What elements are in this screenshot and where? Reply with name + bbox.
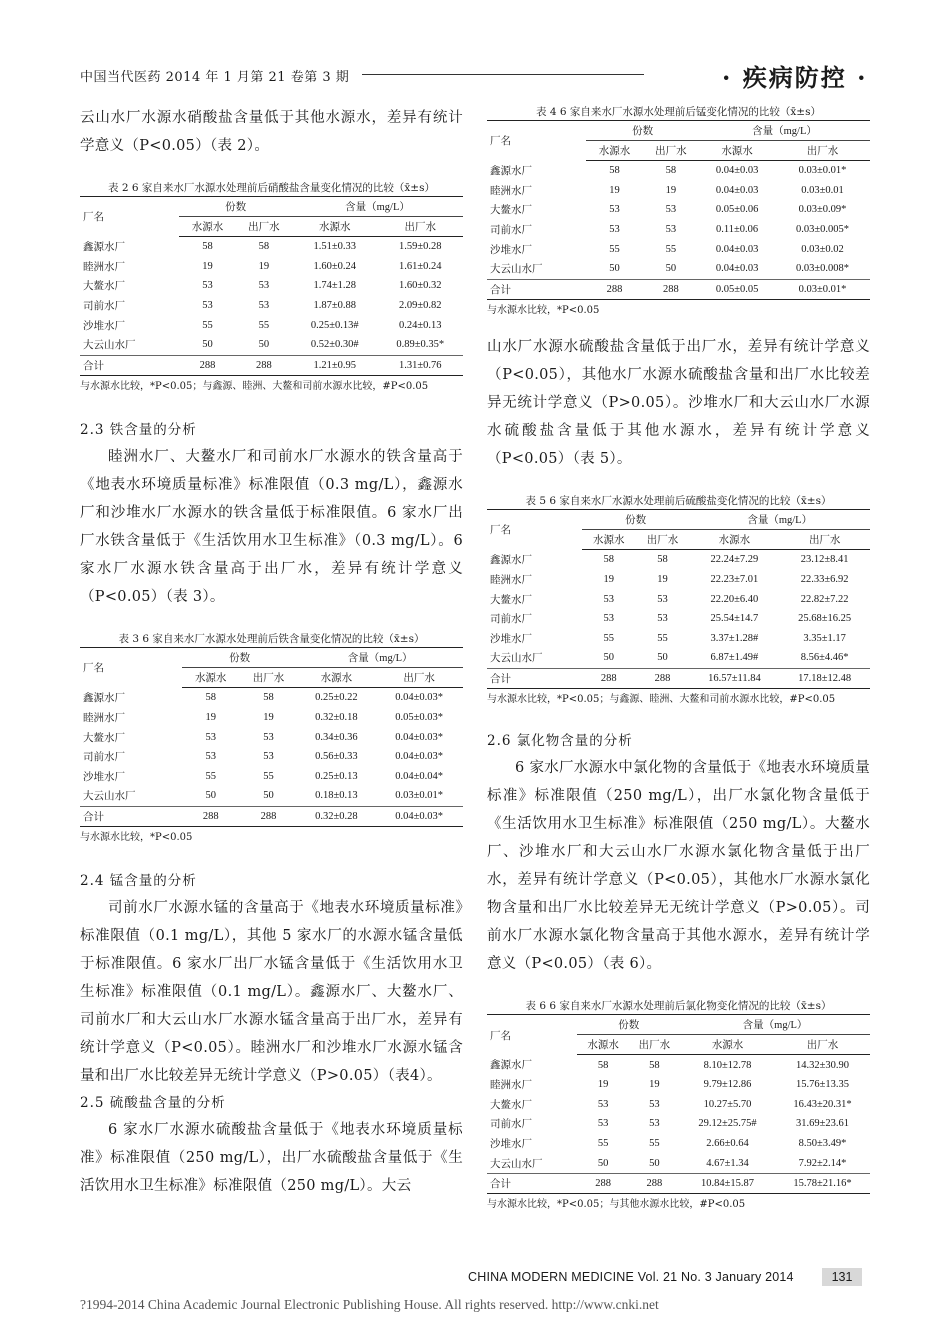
data-table [487, 120, 870, 300]
paragraph-2-6: 6 家水厂水源水中氯化物的含量低于《地表水环境质量标准》标准限值（250 mg/L），出厂水氯化物含量低于《生活饮用水卫生标准》标准限值（250 mg/L）。大鳌水厂、沙堆水厂和大云山水厂水源水氯化物含量低于出厂水，差异有统计学意义（P<0.05），其他水厂水源水氯化物含量和出厂水比较差异无无统计学意义（P>0.05）。司前水厂水源水氯化物含量高于其他水源水，差异有统计学意义（P<0.05）（表 6）。 [487, 760, 870, 973]
table-row [487, 589, 870, 609]
table-row [80, 276, 463, 296]
table-cell: 288 [182, 806, 240, 827]
data-table [487, 509, 870, 689]
col-header-portions: 份数 [586, 121, 699, 141]
col-header-output: 出厂水 [775, 1035, 870, 1055]
table-cell: 288 [582, 668, 636, 689]
table-row [80, 688, 463, 708]
table-cell: 0.25±0.13# [310, 319, 359, 331]
table-cell: 0.32±0.28 [297, 806, 375, 827]
table-cell: 53 [649, 1098, 660, 1110]
table-cell: 0.32±0.18 [315, 712, 358, 724]
heading-2-3: 2.3 铁含量的分析 [80, 422, 197, 439]
table-row [487, 161, 870, 181]
table-cell: 19 [258, 260, 270, 272]
table-cell: 0.18±0.13 [315, 790, 358, 802]
table-row [487, 1134, 870, 1154]
paragraph-2-3: 睦洲水厂、大鳌水厂和司前水厂水源水的铁含量高于《地表水环境质量标准》标准限值（0.3 mg/L），鑫源水厂和沙堆水厂水源水的铁含量低于标准限值。6 家水厂出厂水铁含量低于《生活饮用水卫生标准》（0.3 mg/L）。6 家水厂水源水铁含量高于出厂水，差异有统计学意义（P<0.05）（表 3）。 [80, 449, 463, 606]
table-cell: 288 [236, 355, 292, 376]
table-row [80, 806, 463, 827]
table-row [487, 1173, 870, 1194]
table-cell: 53 [258, 280, 270, 292]
table-cell: 0.03±0.01* [798, 165, 847, 177]
table-cell: 大鳌水厂 [490, 205, 532, 217]
table-cell: 1.87±0.88 [313, 300, 357, 312]
table-cell: 大鳌水厂 [83, 732, 125, 744]
col-header-portions: 份数 [182, 648, 298, 668]
table-row [487, 570, 870, 590]
table-cell: 大云山水厂 [83, 340, 136, 352]
table-row [80, 257, 463, 277]
col-header-portions: 份数 [582, 510, 690, 530]
table-cell: 0.03±0.02 [801, 243, 844, 255]
table-cell: 大鳌水厂 [83, 281, 125, 293]
table-row [80, 237, 463, 257]
table-cell: 0.04±0.03* [395, 751, 444, 763]
col-header-source: 水源水 [699, 141, 775, 161]
table-row [487, 1095, 870, 1115]
table-row [487, 1114, 870, 1134]
table-row [487, 239, 870, 259]
table-cell: 58 [603, 554, 614, 566]
table-row [80, 727, 463, 747]
col-header-output: 出厂水 [236, 217, 292, 237]
table-cell: 53 [258, 300, 270, 312]
table-cell: 53 [665, 204, 677, 216]
col-header-source: 水源水 [582, 530, 636, 550]
table-note: 与水源水比较，*P<0.05；与其他水源水比较，#P<0.05 [487, 1199, 746, 1211]
table-cell: 鑫源水厂 [490, 1060, 532, 1072]
table-cell: 19 [205, 712, 216, 724]
table-cell: 58 [263, 692, 274, 704]
table-cell: 沙堆水厂 [490, 244, 532, 256]
table-cell: 25.68±16.25 [798, 613, 852, 625]
table-cell: 55 [597, 1137, 609, 1149]
table-cell: 53 [649, 1118, 660, 1130]
table-cell: 9.79±12.86 [703, 1079, 752, 1091]
table-cell: 0.34±0.36 [315, 731, 358, 743]
table-row [487, 181, 870, 201]
table-row [487, 668, 870, 689]
table-cell: 1.31±0.76 [378, 355, 464, 376]
table-cell: 大云山水厂 [490, 264, 543, 276]
table-cell: 司前水厂 [83, 752, 125, 764]
table-cell: 19 [665, 184, 677, 196]
table-cell: 1.74±1.28 [313, 280, 357, 292]
table-cell: 大鳌水厂 [490, 1099, 532, 1111]
table-cell: 0.04±0.03* [375, 806, 463, 827]
table-cell: 25.54±14.7 [710, 613, 759, 625]
table-cell: 50 [258, 339, 270, 351]
table-cell: 50 [665, 263, 677, 275]
table-cell: 19 [603, 574, 614, 586]
table-cell: 睦洲水厂 [490, 185, 532, 197]
table-cell: 288 [586, 279, 642, 300]
data-table [80, 196, 463, 376]
table-cell: 288 [629, 1173, 680, 1194]
table-title: 表 4 6 家自来水厂水源水处理前后锰变化情况的比较（x̄±s） [536, 106, 821, 118]
table-5 [487, 493, 870, 708]
header-rule [362, 74, 644, 75]
col-header-output: 出厂水 [775, 141, 870, 161]
table-row [80, 767, 463, 787]
table-cell: 睦洲水厂 [490, 575, 532, 587]
table-cell: 10.84±15.87 [680, 1173, 775, 1194]
table-cell: 鑫源水厂 [490, 555, 532, 567]
col-header-output: 出厂水 [643, 141, 699, 161]
col-header-source: 水源水 [586, 141, 642, 161]
section-title: · 疾病防控 · [722, 63, 868, 92]
table-cell: 0.03±0.01* [775, 279, 870, 300]
table-cell: 288 [179, 355, 235, 376]
page-number: 131 [822, 1268, 862, 1286]
table-cell: 司前水厂 [490, 614, 532, 626]
table-cell: 合计 [80, 806, 182, 827]
col-header-source: 水源水 [179, 217, 235, 237]
col-header-content: 含量（mg/L） [699, 121, 870, 141]
col-header-output: 出厂水 [779, 530, 870, 550]
table-cell: 288 [643, 279, 699, 300]
table-cell: 2.66±0.64 [706, 1137, 749, 1149]
col-header-portions: 份数 [179, 197, 292, 217]
table-row [487, 609, 870, 629]
table-cell: 58 [665, 165, 677, 177]
table-cell: 沙堆水厂 [490, 1138, 532, 1150]
heading-2-5: 2.5 硫酸盐含量的分析 [80, 1095, 226, 1112]
col-header-output: 出厂水 [636, 530, 690, 550]
table-cell: 1.51±0.33 [313, 241, 357, 253]
col-header-output: 出厂水 [240, 668, 298, 688]
table-cell: 53 [263, 731, 274, 743]
table-cell: 50 [205, 790, 216, 802]
table-cell: 0.03±0.005* [796, 224, 850, 236]
table-cell: 大鳌水厂 [490, 594, 532, 606]
table-cell: 288 [240, 806, 298, 827]
table-cell: 58 [202, 241, 213, 253]
col-header-content: 含量（mg/L） [297, 648, 463, 668]
table-4 [487, 104, 870, 319]
journal-footer: CHINA MODERN MEDICINE Vol. 21 No. 3 January 2014 [468, 1270, 794, 1284]
table-cell: 大云山水厂 [83, 791, 136, 803]
table-cell: 0.05±0.06 [715, 204, 759, 216]
table-row [487, 629, 870, 649]
table-cell: 58 [657, 554, 668, 566]
table-cell: 53 [202, 280, 213, 292]
col-header-source: 水源水 [577, 1035, 628, 1055]
table-cell: 53 [657, 613, 668, 625]
table-cell: 16.57±11.84 [689, 668, 779, 689]
table-cell: 55 [202, 319, 213, 331]
table-cell: 1.61±0.24 [398, 260, 442, 272]
table-cell: 23.12±8.41 [800, 554, 849, 566]
col-header-factory: 厂名 [487, 121, 586, 161]
table-cell: 16.43±20.31* [793, 1098, 852, 1110]
table-cell: 58 [609, 165, 620, 177]
table-cell: 19 [657, 574, 668, 586]
table-row [487, 1075, 870, 1095]
col-header-content: 含量（mg/L） [292, 197, 463, 217]
table-row [80, 747, 463, 767]
paragraph-2-5: 6 家水厂水源水硫酸盐含量低于《地表水环境质量标准》标准限值（250 mg/L），出厂水硫酸盐含量低于《生活饮用水卫生标准》标准限值（250 mg/L）。大云 [80, 1122, 463, 1195]
table-cell: 50 [603, 652, 614, 664]
table-cell: 55 [205, 770, 216, 782]
table-cell: 1.21±0.95 [292, 355, 377, 376]
table-6 [487, 998, 870, 1213]
heading-2-4: 2.4 锰含量的分析 [80, 873, 197, 890]
table-cell: 15.78±21.16* [775, 1173, 870, 1194]
table-cell: 睦洲水厂 [83, 713, 125, 725]
table-cell: 50 [657, 652, 668, 664]
table-row [487, 1055, 870, 1075]
table-cell: 19 [263, 712, 274, 724]
table-cell: 0.03±0.01 [801, 184, 844, 196]
table-cell: 0.04±0.03 [715, 243, 759, 255]
table-row [80, 315, 463, 335]
table-cell: 55 [263, 770, 274, 782]
table-cell: 19 [649, 1079, 660, 1091]
table-row [80, 335, 463, 355]
table-note: 与水源水比较，*P<0.05 [487, 305, 600, 317]
table-cell: 0.05±0.05 [699, 279, 775, 300]
table-cell: 10.27±5.70 [703, 1098, 752, 1110]
journal-header: 中国当代医药 2014 年 1 月第 21 卷第 3 期 [80, 70, 350, 85]
table-row [487, 1153, 870, 1173]
table-cell: 鑫源水厂 [490, 166, 532, 178]
table-cell: 1.60±0.24 [313, 260, 357, 272]
table-cell: 合计 [487, 668, 582, 689]
table-cell: 沙堆水厂 [83, 320, 125, 332]
col-header-factory: 厂名 [80, 648, 182, 688]
table-title: 表 3 6 家自来水厂水源水处理前后铁含量变化情况的比较（x̄±s） [118, 633, 425, 646]
col-header-source: 水源水 [680, 1035, 775, 1055]
col-header-output: 出厂水 [378, 217, 464, 237]
table-cell: 58 [597, 1059, 609, 1071]
table-cell: 19 [202, 260, 213, 272]
table-cell: 鑫源水厂 [83, 242, 125, 254]
table-cell: 53 [665, 224, 677, 236]
table-cell: 0.03±0.01* [395, 790, 444, 802]
table-cell: 53 [609, 224, 620, 236]
table-cell: 司前水厂 [490, 1119, 532, 1131]
right-column [487, 104, 870, 1213]
col-header-output: 出厂水 [629, 1035, 680, 1055]
table-cell: 55 [258, 319, 270, 331]
table-cell: 58 [649, 1059, 660, 1071]
table-cell: 17.18±12.48 [779, 668, 870, 689]
paragraph-2-4: 司前水厂水源水锰的含量高于《地表水环境质量标准》标准限值（0.1 mg/L），其他 5 家水厂的水源水锰含量低于标准限值。6 家水厂出厂水锰含量低于《生活饮用水卫生标准》标准限值（0.1 mg/L）。鑫源水厂、大鳌水厂、司前水厂和大云山水厂水源水锰含量高于出厂水，差异有统计学意义（P<0.05）。睦洲水厂和沙堆水厂水源水锰含量和出厂水比较差异无统计学意义（P>0.05）（表4）。 [80, 900, 463, 1085]
table-note: 与水源水比较，*P<0.05；与鑫源、睦洲、大鳌和司前水源水比较，#P<0.05 [487, 694, 836, 706]
table-cell: 22.24±7.29 [710, 554, 759, 566]
table-cell: 55 [609, 243, 620, 255]
table-cell: 19 [609, 184, 620, 196]
table-cell: 19 [597, 1079, 609, 1091]
heading-2-6: 2.6 氯化物含量的分析 [487, 733, 633, 750]
table-title: 表 2 6 家自来水厂水源水处理前后硝酸盐含量变化情况的比较（x̄±s） [108, 182, 435, 194]
table-cell: 288 [636, 668, 690, 689]
table-cell: 58 [205, 692, 216, 704]
table-cell: 0.25±0.22 [315, 692, 358, 704]
table-cell: 大云山水厂 [490, 1158, 543, 1170]
col-header-source: 水源水 [182, 668, 240, 688]
table-note: 与水源水比较，*P<0.05；与鑫源、睦洲、大鳌和司前水源水比较，#P<0.05 [80, 381, 429, 393]
table-row [487, 220, 870, 240]
table-cell: 0.03±0.09* [798, 204, 847, 216]
table-cell: 0.04±0.04* [395, 770, 444, 782]
table-cell: 1.59±0.28 [398, 241, 442, 253]
table-cell: 0.05±0.03* [395, 712, 444, 724]
col-header-factory: 厂名 [487, 1015, 577, 1055]
col-header-portions: 份数 [577, 1015, 680, 1035]
table-cell: 0.04±0.03 [715, 263, 759, 275]
table-row [487, 279, 870, 300]
data-table [80, 647, 463, 827]
table-cell: 53 [205, 751, 216, 763]
left-column [80, 104, 463, 1200]
table-cell: 鑫源水厂 [83, 693, 125, 705]
table-cell: 1.60±0.32 [398, 280, 442, 292]
table-cell: 53 [202, 300, 213, 312]
table-cell: 0.56±0.33 [315, 751, 358, 763]
table-cell: 14.32±30.90 [796, 1059, 850, 1071]
data-table [487, 1014, 870, 1194]
table-row [80, 296, 463, 316]
table-row [487, 200, 870, 220]
table-cell: 50 [263, 790, 274, 802]
intro-paragraph: 云山水厂水源水硝酸盐含量低于其他水源水，差异有统计学意义（P<0.05）（表 2）。 [80, 110, 463, 154]
col-header-content: 含量（mg/L） [680, 1015, 870, 1035]
col-header-output: 出厂水 [375, 668, 463, 688]
col-header-factory: 厂名 [487, 510, 582, 550]
table-cell: 22.33±6.92 [800, 574, 849, 586]
table-cell: 0.89±0.35* [396, 339, 445, 351]
table-cell: 29.12±25.75# [698, 1118, 757, 1130]
table-title: 表 5 6 家自来水厂水源水处理前后硫酸盐变化情况的比较（x̄±s） [525, 495, 832, 508]
copyright-line: ?1994-2014 China Academic Journal Electronic Publishing House. All rights reserved. http://www.cnki.net [80, 1297, 659, 1312]
table-row [487, 550, 870, 570]
table-cell: 0.25±0.13 [315, 770, 358, 782]
table-row [487, 259, 870, 279]
col-header-source: 水源水 [689, 530, 779, 550]
table-cell: 53 [657, 593, 668, 605]
table-cell: 0.24±0.13 [398, 319, 442, 331]
table-cell: 0.11±0.06 [716, 224, 759, 236]
table-title: 表 6 6 家自来水厂水源水处理前后氯化物变化情况的比较（x̄±s） [525, 1000, 832, 1013]
table-cell: 22.23±7.01 [710, 574, 759, 586]
table-cell: 0.04±0.03 [715, 184, 759, 196]
table-cell: 0.03±0.008* [796, 263, 850, 275]
table-note: 与水源水比较，*P<0.05 [80, 832, 193, 844]
table-cell: 58 [258, 241, 270, 253]
table-row [487, 648, 870, 668]
table-cell: 55 [649, 1137, 660, 1149]
table-cell: 55 [657, 632, 668, 644]
table-cell: 288 [577, 1173, 628, 1194]
table-cell: 2.09±0.82 [398, 300, 442, 312]
table-cell: 3.35±1.17 [803, 632, 846, 644]
col-header-content: 含量（mg/L） [689, 510, 870, 530]
col-header-source: 水源水 [292, 217, 377, 237]
table-cell: 53 [597, 1118, 609, 1130]
table-row [80, 708, 463, 728]
table-cell: 8.10±12.78 [703, 1059, 752, 1071]
table-row [80, 355, 463, 376]
table-cell: 53 [609, 204, 620, 216]
table-cell: 沙堆水厂 [83, 771, 125, 783]
table-cell: 合计 [487, 1173, 577, 1194]
table-row [80, 786, 463, 806]
table-3 [80, 631, 463, 846]
table-cell: 7.92±2.14* [798, 1157, 847, 1169]
table-cell: 沙堆水厂 [490, 633, 532, 645]
table-cell: 50 [202, 339, 213, 351]
table-cell: 合计 [487, 279, 586, 300]
table-cell: 6.87±1.49# [710, 652, 759, 664]
table-cell: 0.04±0.03* [395, 692, 444, 704]
col-header-factory: 厂名 [80, 197, 179, 237]
table-cell: 22.20±6.40 [710, 593, 759, 605]
table-cell: 4.67±1.34 [706, 1157, 749, 1169]
col-header-source: 水源水 [297, 668, 375, 688]
table-cell: 合计 [80, 355, 179, 376]
table-cell: 8.56±4.46* [800, 652, 849, 664]
table-cell: 50 [597, 1157, 609, 1169]
table-cell: 53 [597, 1098, 609, 1110]
table-cell: 0.04±0.03* [395, 731, 444, 743]
table-cell: 31.69±23.61 [796, 1118, 850, 1130]
table-2 [80, 180, 463, 395]
paragraph-continued: 山水厂水源水硫酸盐含量低于出厂水，差异有统计学意义（P<0.05），其他水厂水源水硫酸盐含量和出厂水比较差异无统计学意义（P>0.05）。沙堆水厂和大云山水厂水源水硫酸盐含量低于其他水源水，差异有统计学意义（P<0.05）（表 5）。 [487, 339, 870, 468]
table-cell: 55 [665, 243, 677, 255]
table-cell: 53 [603, 593, 614, 605]
table-cell: 15.76±13.35 [796, 1079, 850, 1091]
table-cell: 55 [603, 632, 614, 644]
table-cell: 53 [205, 731, 216, 743]
table-cell: 0.04±0.03 [715, 165, 759, 177]
table-cell: 50 [609, 263, 620, 275]
table-cell: 22.82±7.22 [800, 593, 849, 605]
table-cell: 司前水厂 [490, 225, 532, 237]
table-cell: 50 [649, 1157, 660, 1169]
table-cell: 3.37±1.28# [710, 632, 759, 644]
table-cell: 睦洲水厂 [490, 1080, 532, 1092]
table-cell: 53 [603, 613, 614, 625]
table-cell: 53 [263, 751, 274, 763]
table-cell: 8.50±3.49* [798, 1137, 847, 1149]
table-cell: 0.52±0.30# [310, 339, 359, 351]
table-cell: 大云山水厂 [490, 653, 543, 665]
table-cell: 睦洲水厂 [83, 261, 125, 273]
table-cell: 司前水厂 [83, 301, 125, 313]
